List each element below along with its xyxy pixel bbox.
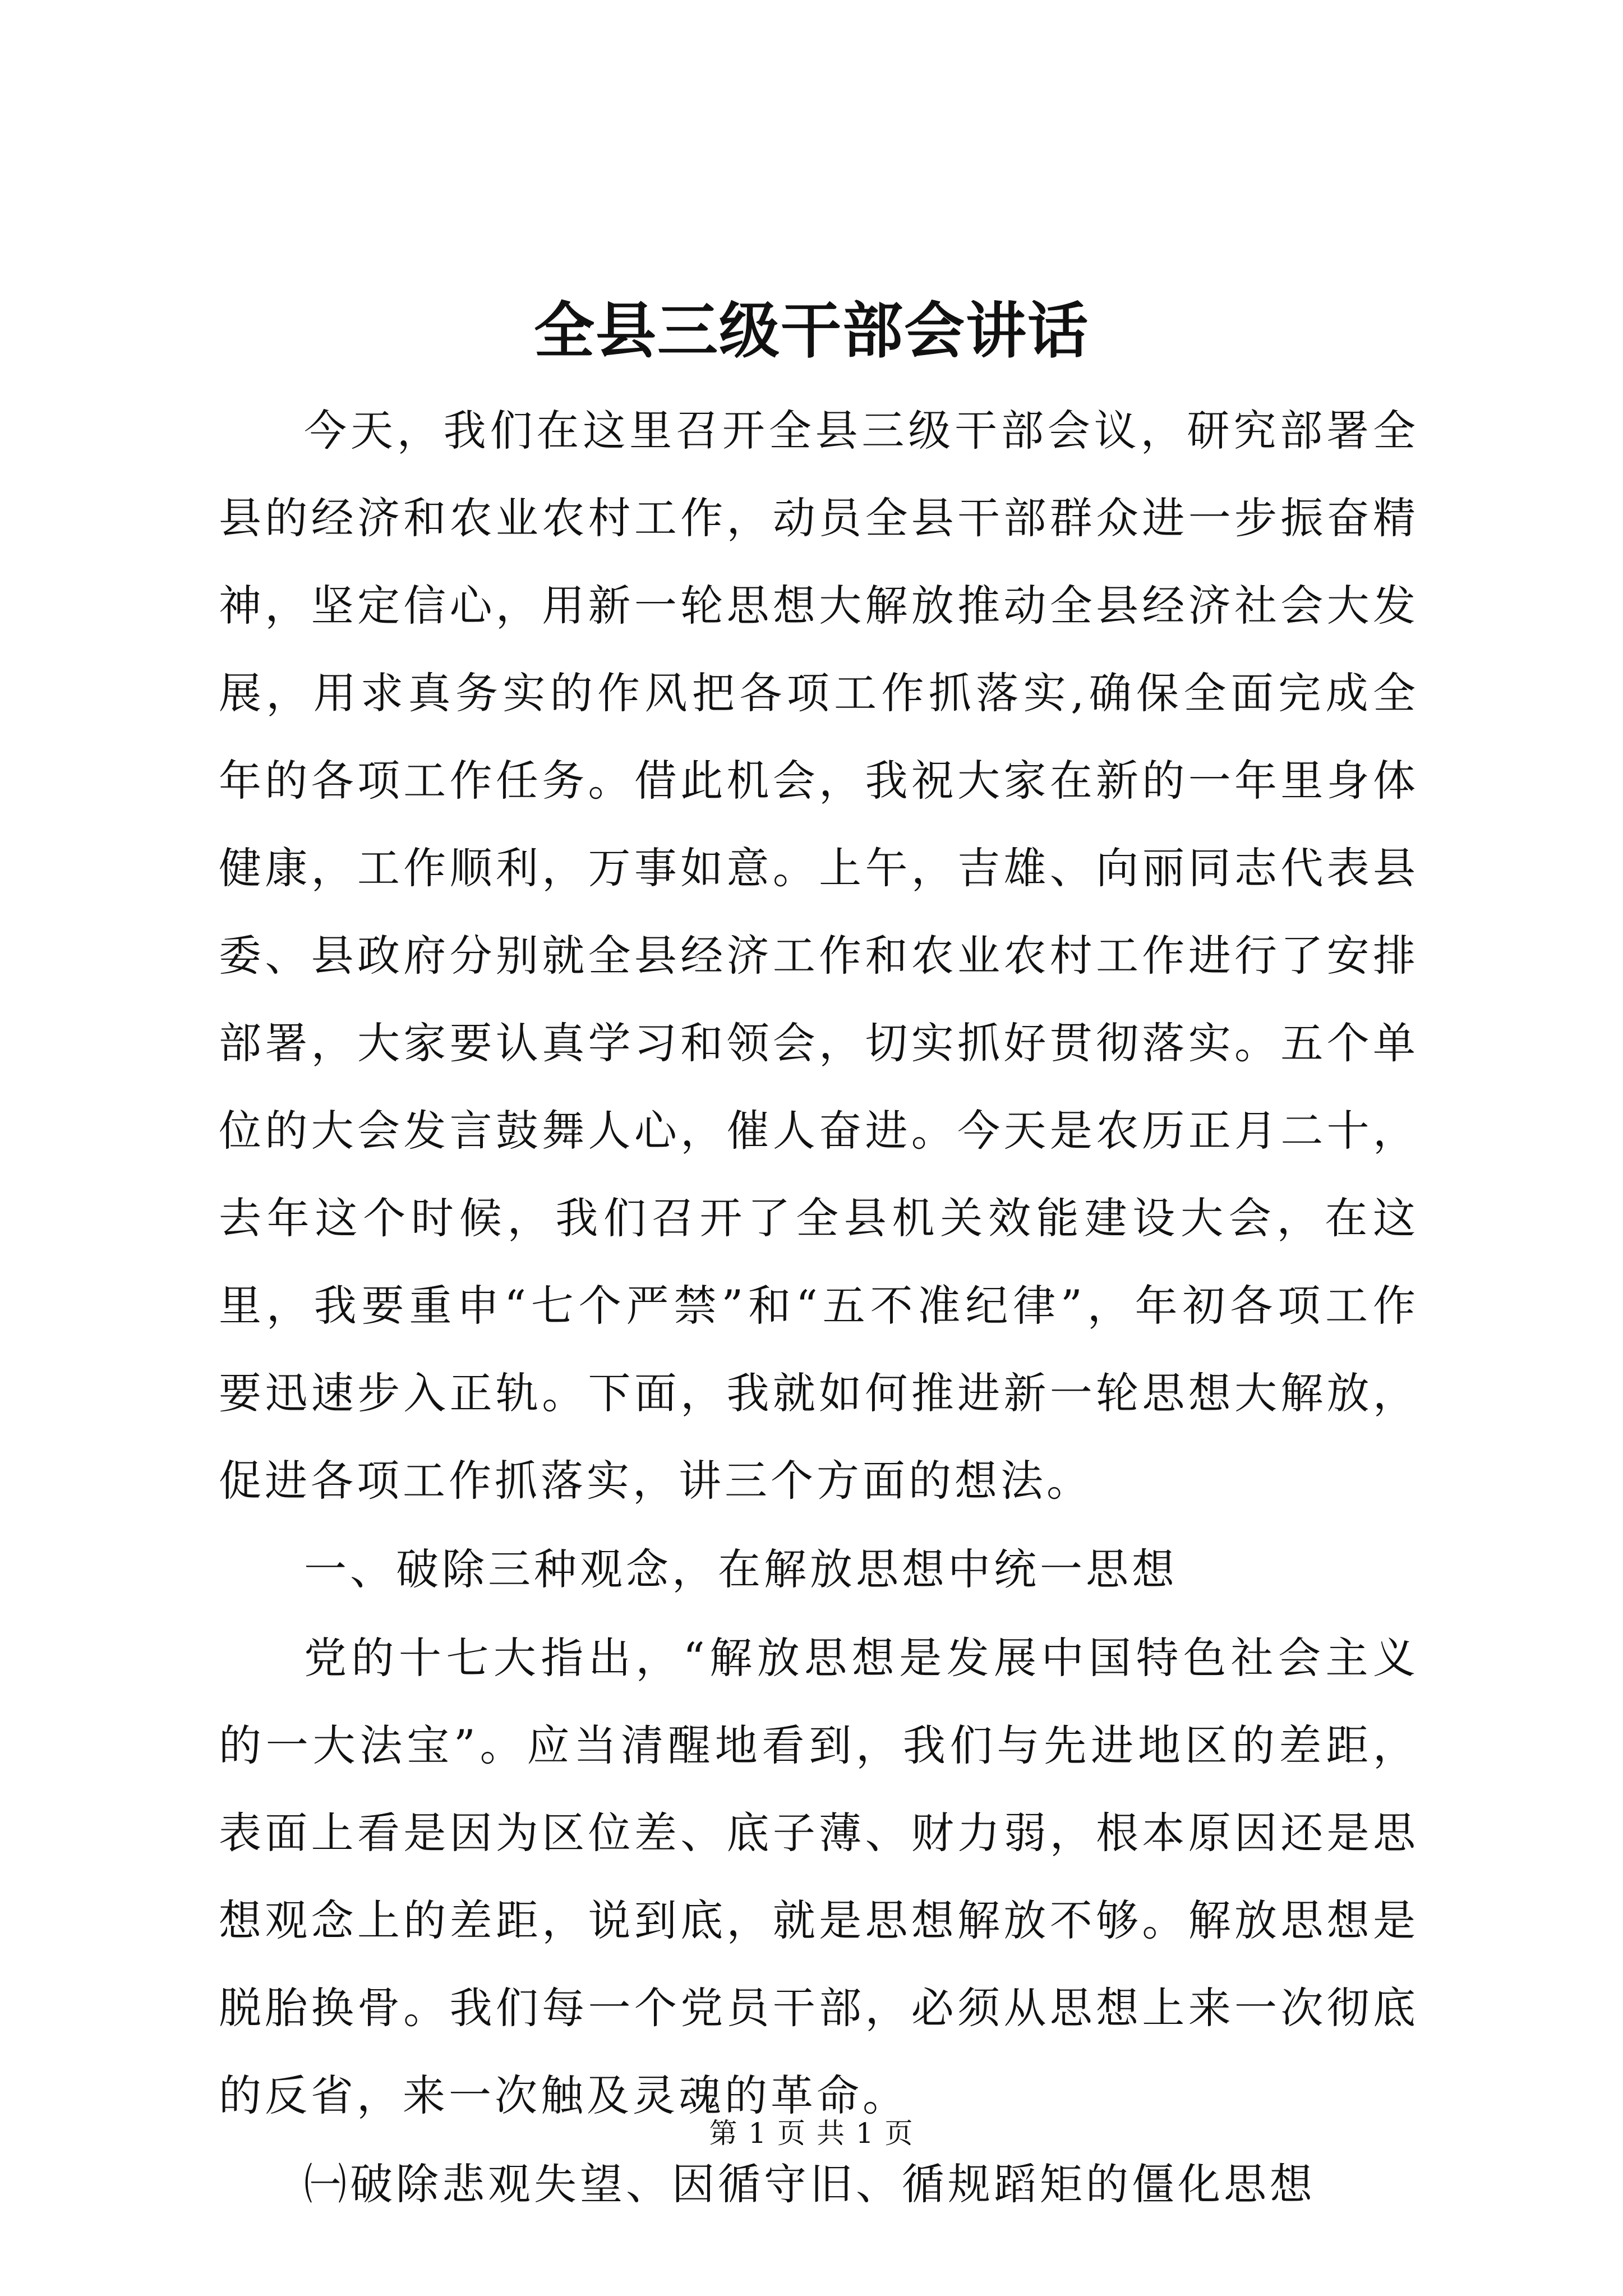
section-heading-1: 一、破除三种观念，在解放思想中统一思想 bbox=[304, 1544, 1178, 1594]
subsection-heading-1: ㈠破除悲观失望、因循守旧、循规蹈矩的僵化思想 bbox=[304, 2159, 1316, 2209]
body-paragraph-2: 党的十七大指出，“解放思想是发展中国特色社会主义的一大法宝”。应当清醒地看到，我们与先进地区的差距，表面上看是因为区位差、底子薄、财力弱，根本原因还是思想观念上的差距，说到底，就是思想解放不够。解放思想是脱胎换骨。我们每一个党员干部，必须从思想上来一次彻底的反省，来一次触及灵魂的革命。 bbox=[219, 1633, 1419, 2120]
document-title: 全县三级干部会讲话 bbox=[533, 296, 1089, 366]
body-paragraph-intro: 今天，我们在这里召开全县三级干部会议，研究部署全县的经济和农业农村工作，动员全县干部群众进一步振奋精神，坚定信心，用新一轮思想大解放推动全县经济社会大发展，用求真务实的作风把各项工作抓落实,确保全面完成全年的各项工作任务。借此机会，我祝大家在新的一年里身体健康，工作顺利，万事如意。上午，吉雄、向丽同志代表县委、县政府分别就全县经济工作和农业农村工作进行了安排部署，大家要认真学习和领会，切实抓好贯彻落实。五个单位的大会发言鼓舞人心，催人奋进。今天是农历正月二十，去年这个时候，我们召开了全县机关效能建设大会，在这里，我要重申“七个严禁”和“五不准纪律”，年初各项工作要迅速步入正轨。下面，我就如何推进新一轮思想大解放，促进各项工作抓落实，讲三个方面的想法。 bbox=[219, 406, 1419, 1506]
document-body bbox=[219, 387, 1419, 2229]
page-footer: 第 1 页 共 1 页 bbox=[709, 2117, 914, 2150]
